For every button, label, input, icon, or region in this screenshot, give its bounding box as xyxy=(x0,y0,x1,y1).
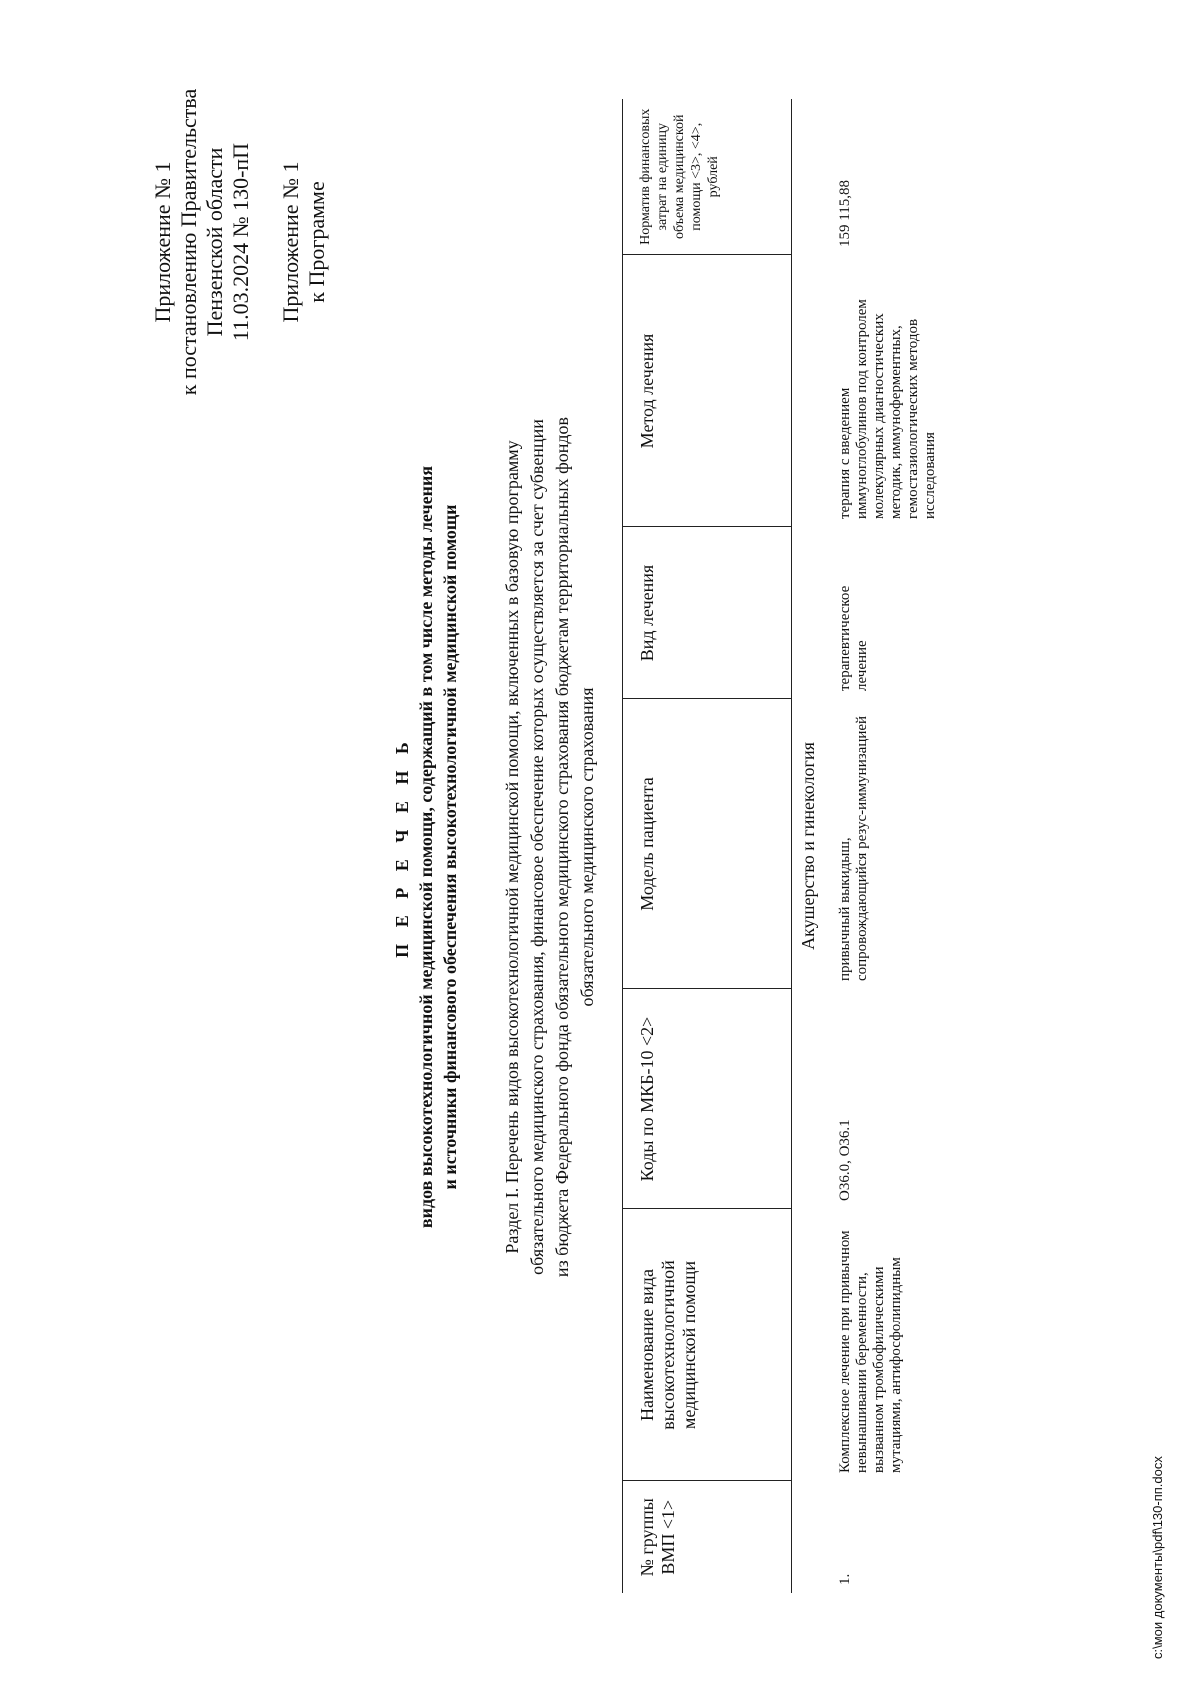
appendix-to-program xyxy=(278,62,330,422)
cell-patient-model: привычный выкидыш, сопровождающийся резус-иммунизацией xyxy=(837,715,870,981)
file-path-footer: c:\мои документы\pdf\130-пп.docx xyxy=(1150,1456,1165,1659)
appendix-title: Приложение № 1 xyxy=(150,161,175,323)
title-line: видов высокотехнологичной медицинской помощи, содержащий в том числе методы лечения xyxy=(416,465,436,1229)
column-header-treatment-kind: Вид лечения xyxy=(623,527,792,699)
cell-vmp-name: Комплексное лечение при привычном невынашивании беременности, вызванном тромбофилическими мутациями, антифосфолипидным xyxy=(837,1230,904,1473)
column-header-vmp-name: Наименование вида высокотехнологичной медицинской помощи xyxy=(623,1209,792,1481)
cell-cost-norm: 159 115,88 xyxy=(837,180,853,247)
vmp-table xyxy=(622,99,949,1593)
title-heading: П Е Р Е Ч Е Н Ь xyxy=(392,736,412,958)
appendix-title: Приложение № 1 xyxy=(278,161,303,323)
column-header-patient-model: Модель пациента xyxy=(623,699,792,989)
column-header-group-number: № группы ВМП <1> xyxy=(623,1481,792,1593)
appendix-line: Пензенской области xyxy=(202,147,227,337)
document-title xyxy=(390,107,462,1587)
section-line: из бюджета Федерального фонда обязательного медицинского страхования бюджетам территориальных фондов xyxy=(552,416,572,1278)
cell-treatment-kind: терапевтическое лечение xyxy=(837,585,870,691)
table-row xyxy=(827,99,949,1593)
appendix-date-number: 11.03.2024 № 130-пП xyxy=(228,142,253,342)
table-header-row xyxy=(623,99,792,1593)
appendix-line: к Программе xyxy=(304,181,329,303)
section-line: обязательного медицинского страхования xyxy=(577,687,597,1007)
section-name: Акушерство и гинекология xyxy=(798,742,818,950)
column-header-cost-norm: Норматив финансовых затрат на единицу объема медицинской помощи <3>, <4>, рублей xyxy=(623,99,792,255)
appendix-line: к постановлению Правительства xyxy=(176,88,201,396)
section-line: обязательного медицинского страхования, финансовое обеспечение которых осуществляется за счет субвенции xyxy=(527,419,547,1275)
cell-icd-codes: O36.0, O36.1 xyxy=(837,1119,853,1201)
cell-treatment-method: терапия с введением иммуноглобулинов под контролем молекулярных диагностических методик, иммуноферментных, гемостазиологических методов исследования xyxy=(837,299,938,519)
section-heading xyxy=(500,117,600,1577)
cell-group-number: 1. xyxy=(837,1573,853,1585)
column-header-icd-codes: Коды по МКБ-10 <2> xyxy=(623,989,792,1209)
appendix-to-decree xyxy=(150,62,254,422)
table-section-row xyxy=(792,99,828,1593)
section-line: Раздел I. Перечень видов высокотехнологичной медицинской помощи, включенных в базовую программу xyxy=(502,440,522,1254)
title-line: и источники финансового обеспечения высокотехнологичной медицинской помощи xyxy=(440,504,460,1190)
column-header-treatment-method: Метод лечения xyxy=(623,255,792,527)
